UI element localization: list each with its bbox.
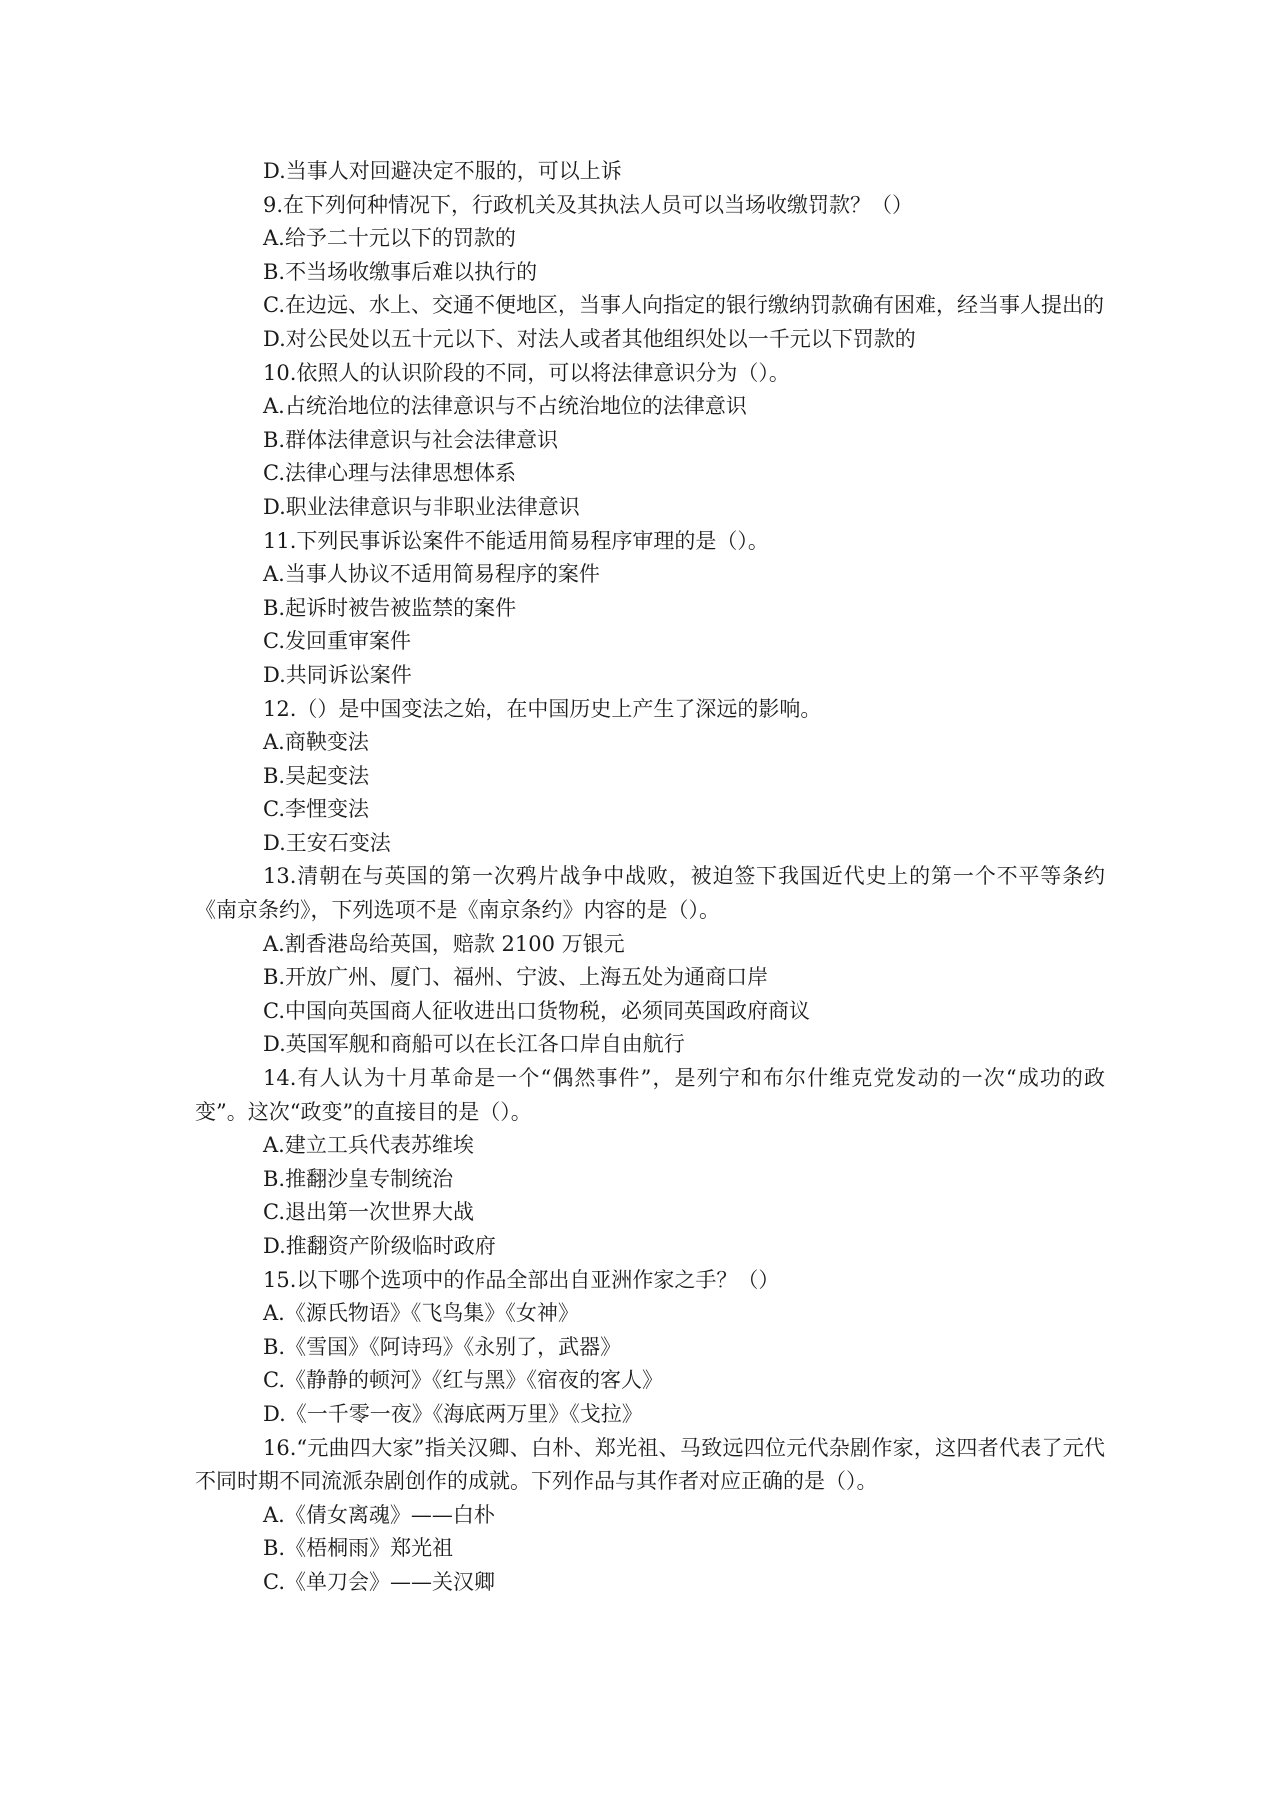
option-line: D.英国军舰和商船可以在长江各口岸自由航行	[263, 1032, 685, 1057]
option-line: C.《静静的顿河》《红与黑》《宿夜的客人》	[263, 1368, 663, 1393]
question-line: 9.在下列何种情况下，行政机关及其执法人员可以当场收缴罚款？（）	[263, 192, 914, 217]
option-line: B.不当场收缴事后难以执行的	[263, 259, 538, 284]
option-line: A.商鞅变法	[263, 730, 369, 755]
question-line-wrapped: 13.清朝在与英国的第一次鸦片战争中战败，被迫签下我国近代史上的第一个不平等条约《南京条约》，下列选项不是《南京条约》内容的是（）。	[195, 864, 1105, 923]
option-line: A.割香港岛给英国，赔款 2100 万银元	[263, 931, 625, 956]
option-line: D.王安石变法	[263, 830, 391, 855]
option-line: B.推翻沙皇专制统治	[263, 1166, 454, 1191]
option-line: C.退出第一次世界大战	[263, 1200, 474, 1225]
question-line: 15.以下哪个选项中的作品全部出自亚洲作家之手？（）	[263, 1267, 780, 1292]
option-line: D.职业法律意识与非职业法律意识	[263, 494, 580, 519]
document-page	[195, 155, 1105, 1600]
option-line: A.《倩女离魂》——白朴	[263, 1502, 495, 1527]
option-line: C.发回重审案件	[263, 629, 411, 654]
option-line: A.建立工兵代表苏维埃	[263, 1133, 474, 1158]
option-line: C.法律心理与法律思想体系	[263, 461, 516, 486]
option-line-wrapped: C.在边远、水上、交通不便地区，当事人向指定的银行缴纳罚款确有困难，经当事人提出的	[263, 293, 1104, 318]
option-line: B.吴起变法	[263, 763, 370, 788]
option-line: D.当事人对回避决定不服的，可以上诉	[263, 159, 622, 183]
option-line: A.占统治地位的法律意识与不占统治地位的法律意识	[263, 394, 747, 419]
option-line: B.群体法律意识与社会法律意识	[263, 427, 559, 452]
question-line: 12.（）是中国变法之始，在中国历史上产生了深远的影响。	[263, 696, 822, 721]
option-line: C.李悝变法	[263, 797, 369, 822]
option-line: B.开放广州、厦门、福州、宁波、上海五处为通商口岸	[263, 965, 769, 990]
option-line: C.中国向英国商人征收进出口货物税，必须同英国政府商议	[263, 998, 810, 1023]
question-line: 10.依照人的认识阶段的不同，可以将法律意识分为（）。	[263, 360, 790, 385]
option-line: D.共同诉讼案件	[263, 662, 412, 687]
option-line: D.对公民处以五十元以下、对法人或者其他组织处以一千元以下罚款的	[263, 326, 916, 351]
option-line: D.推翻资产阶级临时政府	[263, 1234, 496, 1258]
question-line: 11.下列民事诉讼案件不能适用简易程序审理的是（）。	[263, 528, 769, 553]
question-line-wrapped: 16.“元曲四大家”指关汉卿、白朴、郑光祖、马致远四位元代杂剧作家，这四者代表了元代不同时期不同流派杂剧创作的成就。下列作品与其作者对应正确的是（）。	[195, 1435, 1105, 1494]
option-line: B.《雪国》《阿诗玛》《永别了，武器》	[263, 1334, 622, 1359]
question-line-wrapped: 14.有人认为十月革命是一个“偶然事件”，是列宁和布尔什维克党发动的一次“成功的政变”。这次“政变”的直接目的是（）。	[195, 1066, 1105, 1124]
option-line: B.起诉时被告被监禁的案件	[263, 595, 517, 620]
option-line: B.《梧桐雨》郑光祖	[263, 1536, 454, 1561]
option-line: A.给予二十元以下的罚款的	[263, 226, 516, 251]
option-line: A.当事人协议不适用简易程序的案件	[263, 562, 600, 587]
option-line: A.《源氏物语》《飞鸟集》《女神》	[263, 1301, 579, 1326]
option-line: C.《单刀会》——关汉卿	[263, 1569, 495, 1594]
option-line: D.《一千零一夜》《海底两万里》《戈拉》	[263, 1401, 643, 1426]
